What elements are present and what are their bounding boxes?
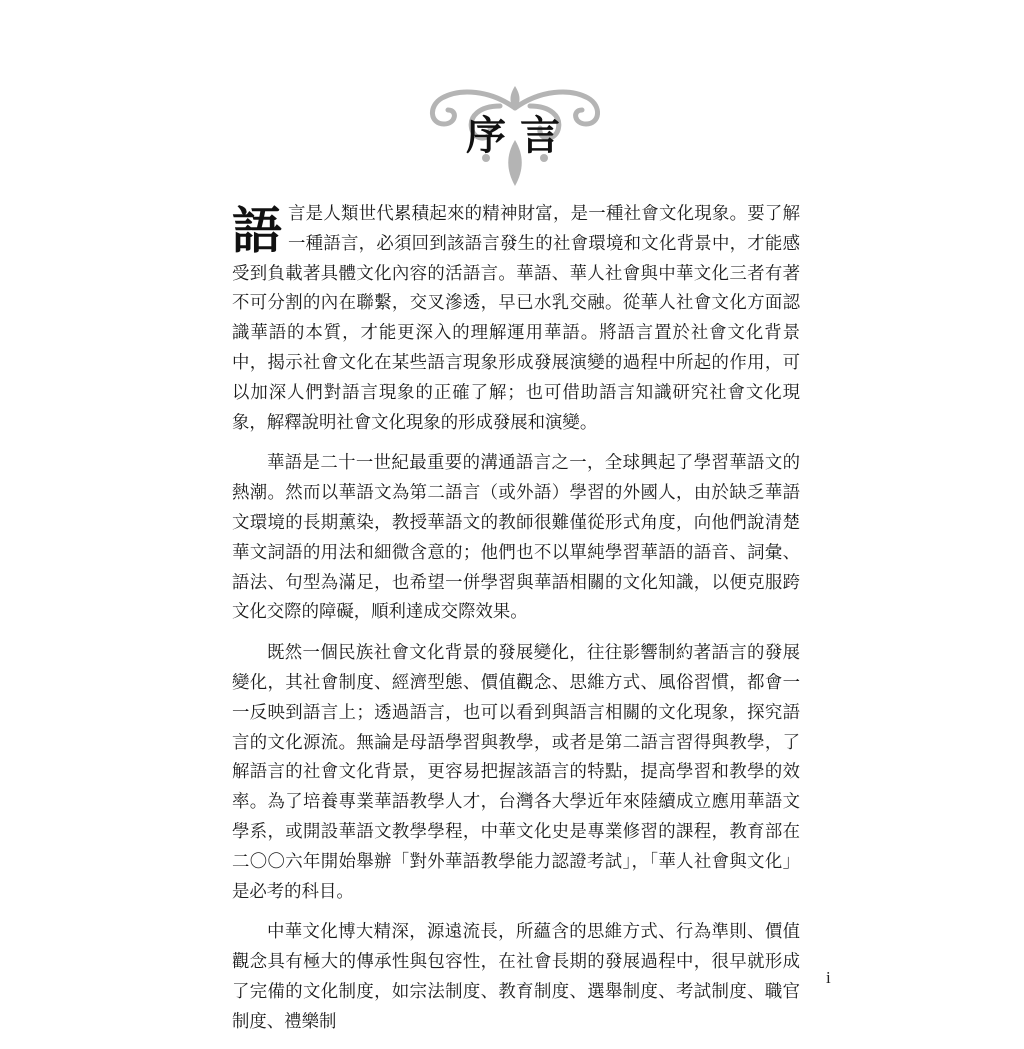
paragraph-1	[232, 200, 800, 438]
paragraph-2: 華語是二十一世紀最重要的溝通語言之一，全球興起了學習華語文的熱潮。然而以華語文為第二語言（或外語）學習的外國人，由於缺乏華語文環境的長期薰染，教授華語文的教師很難僅從形式角度，向他們說清楚華文詞語的用法和細微含意的；他們也不以單純學習華語的語音、詞彙、語法、句型為滿足，也希望一併學習與華語相關的文化知識，以便克服跨文化交際的障礙，順利達成交際效果。	[232, 453, 800, 623]
page-title: 序言	[466, 112, 574, 159]
paragraph-4: 中華文化博大精深，源遠流長，所蘊含的思維方式、行為準則、價值觀念具有極大的傳承性與包容性，在社會長期的發展過程中，很早就形成了完備的文化制度，如宗法制度、教育制度、選舉制度、考試制度、職官制度、禮樂制	[232, 922, 800, 1032]
paragraph-3: 既然一個民族社會文化背景的發展變化，往往影響制約著語言的發展變化，其社會制度、經濟型態、價值觀念、思維方式、風俗習慣，都會一一反映到語言上；透過語言，也可以看到與語言相關的文化現象，探究語言的文化源流。無論是母語學習與教學，或者是第二語言習得與教學，了解語言的社會文化背景，更容易把握該語言的特點，提高學習和教學的效率。為了培養專業華語教學人才，台灣各大學近年來陸續成立應用華語文學系，或開設華語文教學學程，中華文化史是專業修習的課程，教育部在二〇〇六年開始舉辦「對外華語教學能力認證考試」，「華人社會與文化」是必考的科目。	[232, 643, 800, 902]
page-number: i	[826, 968, 831, 987]
drop-cap: 語	[232, 202, 282, 260]
paragraph-1-text: 言是人類世代累積起來的精神財富，是一種社會文化現象。要了解一種語言，必須回到該語言發生的社會環境和文化背景中，才能感受到負載著具體文化內容的活語言。華語、華人社會與中華文化三者有著不可分割的內在聯繫，交叉滲透，早已水乳交融。從華人社會文化方面認識華語的本質，才能更深入的理解運用華語。將語言置於社會文化背景中，揭示社會文化在某些語言現象形成發展演變的過程中所起的作用，可以加深人們對語言現象的正確了解；也可借助語言知識研究社會文化現象，解釋說明社會文化現象的形成發展和演變。	[232, 204, 800, 433]
preface-body	[232, 200, 800, 1049]
